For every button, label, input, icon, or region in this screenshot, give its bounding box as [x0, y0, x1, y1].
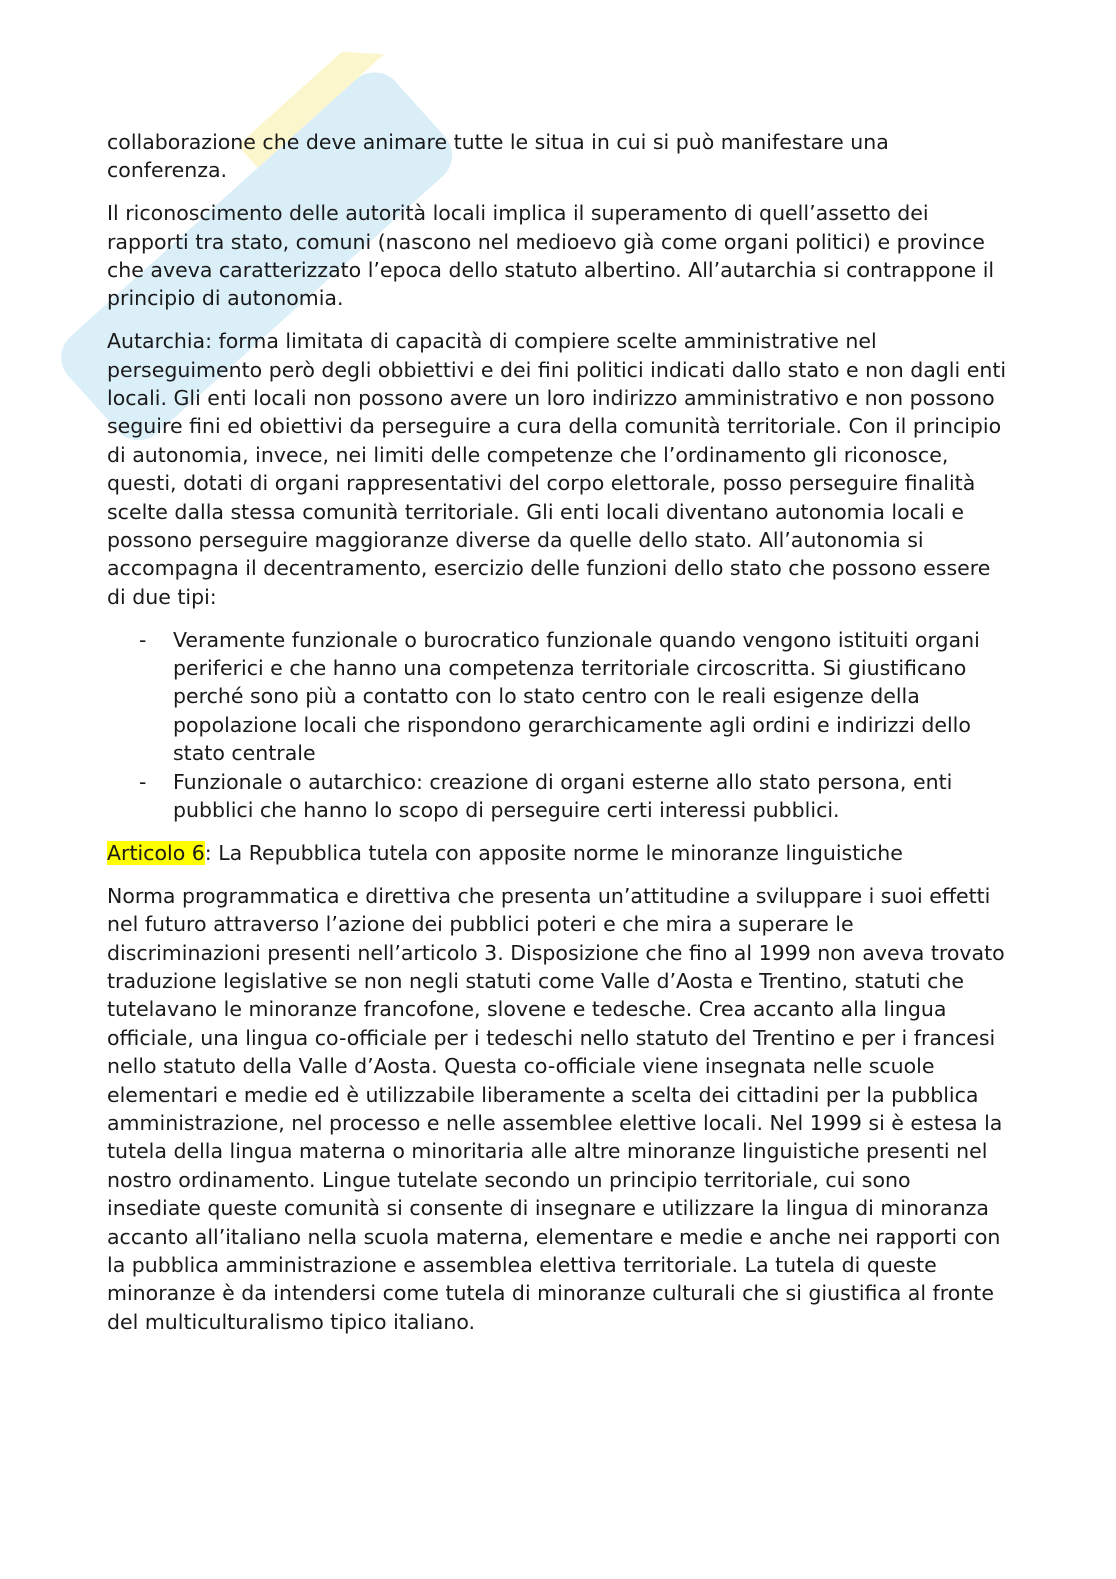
list-item: [107, 768, 1007, 825]
article-6-heading: [107, 839, 1007, 867]
article-text: : La Repubblica tutela con apposite norme le minoranze linguistiche: [204, 840, 903, 865]
list-bullet: -: [139, 769, 147, 794]
article-label-highlight: Articolo 6: [107, 840, 205, 865]
paragraph-minoranze: Norma programmatica e direttiva che presenta un’attitudine a sviluppare i suoi effetti nel futuro attraverso l’azione dei pubblici poteri e che mira a superare le discriminazioni presenti nell’articolo 3. Disposizione che fino al 1999 non aveva trovato traduzione legislative se non negli statuti come Valle d’Aosta e Trentino, statuti che tutelavano le minoranze francofone, slovene e tedesche. Crea accanto alla lingua officiale, una lingua co-officiale per i tedeschi nello statuto del Trentino e per i francesi nello statuto della Valle d’Aosta. Questa co-officiale viene insegnata nelle scuole elementari e medie ed è utilizzabile liberamente a scelta dei cittadini per la pubblica amministrazione, nel processo e nelle assemblee elettive locali. Nel 1999 si è estesa la tutela della lingua materna o minoritaria alle altre minoranze linguistiche presenti nel nostro ordinamento. Lingue tutelate secondo un principio territoriale, cui sono insediate queste comunità si consente di insegnare e utilizzare la lingua di minoranza accanto all’italiano nella scuola materna, elementare e medie e anche nei rapporti con la pubblica amministrazione e assemblea elettiva territoriale. La tutela di queste minoranze è da intendersi come tutela di minoranze culturali che si giustifica al fronte del multiculturalismo tipico italiano.: [107, 883, 1005, 1334]
paragraph-autarchia: Autarchia: forma limitata di capacità di compiere scelte amministrative nel perseguimento però degli obbiettivi e dei fini politici indicati dallo stato e non dagli enti locali. Gli enti locali non possono avere un loro indirizzo amministrativo e non possono seguire fini ed obiettivi da perseguire a cura della comunità territoriale. Con il principio di autonomia, invece, nei limiti delle competenze che l’ordinamento gli riconosce, questi, dotati di organi rappresentativi del corpo elettorale, posso perseguire finalità scelte dalla stessa comunità territoriale. Gli enti locali diventano autonomia locali e possono perseguire maggioranze diverse da quelle dello stato. All’autonomia si accompagna il decentramento, esercizio delle funzioni dello stato che possono essere di due tipi:: [107, 329, 1007, 609]
document-page: [107, 128, 1007, 1351]
list-item-text: Funzionale o autarchico: creazione di organi esterne allo stato persona, enti pubblici che hanno lo scopo di perseguire certi interessi pubblici.: [173, 769, 953, 823]
paragraph-autorita-locali: Il riconoscimento delle autorità locali implica il superamento di quell’assetto dei rapporti tra stato, comuni (nascono nel medioevo già come organi politici) e province che aveva caratterizzato l’epoca dello statuto albertino. All’autarchia si contrappone il principio di autonomia.: [107, 201, 995, 311]
list-bullet: -: [139, 627, 147, 652]
list-item: [107, 626, 1007, 768]
decentramento-list: [107, 626, 1007, 825]
list-item-text: Veramente funzionale o burocratico funzionale quando vengono istituiti organi periferici e che hanno una competenza territoriale circoscritta. Si giustificano perché sono più a contatto con lo stato centro con le reali esigenze della popolazione locali che rispondono gerarchicamente agli ordini e indirizzi dello stato centrale: [173, 627, 980, 766]
paragraph-conferenza: collaborazione che deve animare tutte le situa in cui si può manifestare una conferenza.: [107, 130, 889, 183]
